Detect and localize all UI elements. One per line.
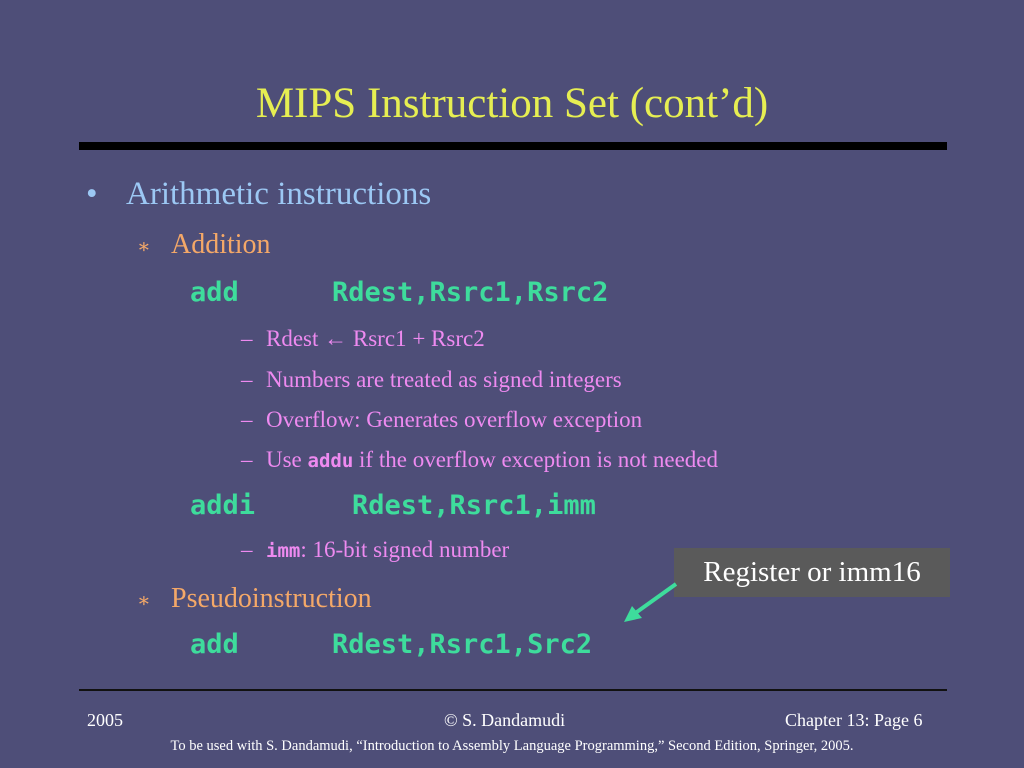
addu-pre: Use: [266, 447, 302, 472]
addition-heading: Addition: [171, 229, 271, 260]
pseudo-add-operands: Rdest,Rsrc1,Src2: [332, 629, 593, 660]
imm-text: : 16-bit signed number: [300, 537, 510, 562]
addi-operands: Rdest,Rsrc1,imm: [352, 490, 596, 521]
imm-note: [266, 536, 509, 565]
footer-page: Chapter 13: Page 6: [785, 710, 923, 730]
plus-icon: +: [412, 326, 426, 351]
slide-title: MIPS Instruction Set (cont’d): [255, 80, 769, 127]
add-opcode: add: [190, 277, 239, 308]
rsrc2-text: Rsrc2: [431, 326, 485, 351]
addi-opcode: addi: [190, 490, 256, 521]
dash-icon: –: [241, 537, 253, 562]
dash-icon: –: [241, 447, 253, 472]
pseudo-add-opcode: add: [190, 629, 239, 660]
rsrc1-text: Rsrc1: [352, 326, 407, 351]
addu-code: addu: [307, 450, 354, 472]
add-semantics: [266, 325, 485, 353]
bullet-icon: •: [86, 176, 98, 212]
title-divider: [79, 142, 947, 150]
dash-icon: –: [241, 367, 253, 392]
overflow-note: Overflow: Generates overflow exception: [266, 407, 643, 432]
pseudo-heading: Pseudoinstruction: [171, 583, 372, 614]
addu-post: if the overflow exception is not needed: [359, 447, 718, 472]
footer-author: © S. Dandamudi: [444, 710, 566, 730]
add-operands: Rdest,Rsrc1,Rsrc2: [332, 277, 609, 308]
footer-year: 2005: [87, 710, 123, 730]
left-arrow-icon: ←: [324, 326, 348, 351]
addu-note: [266, 446, 718, 475]
signed-note: Numbers are treated as signed integers: [266, 367, 622, 392]
star-bullet-icon: ∗: [137, 236, 151, 258]
dash-icon: –: [241, 326, 253, 351]
dash-icon: –: [241, 407, 253, 432]
imm-code: imm: [266, 540, 301, 562]
star-bullet-icon: ∗: [137, 590, 151, 612]
footer-note: To be used with S. Dandamudi, “Introduction to Assembly Language Programming,” Second Edition, Springer, 2005.: [170, 738, 854, 754]
rdest-text: Rdest: [266, 326, 319, 351]
arithmetic-heading: Arithmetic instructions: [126, 176, 432, 212]
callout-box: Register or imm16: [674, 548, 950, 597]
footer-divider: [79, 689, 947, 691]
